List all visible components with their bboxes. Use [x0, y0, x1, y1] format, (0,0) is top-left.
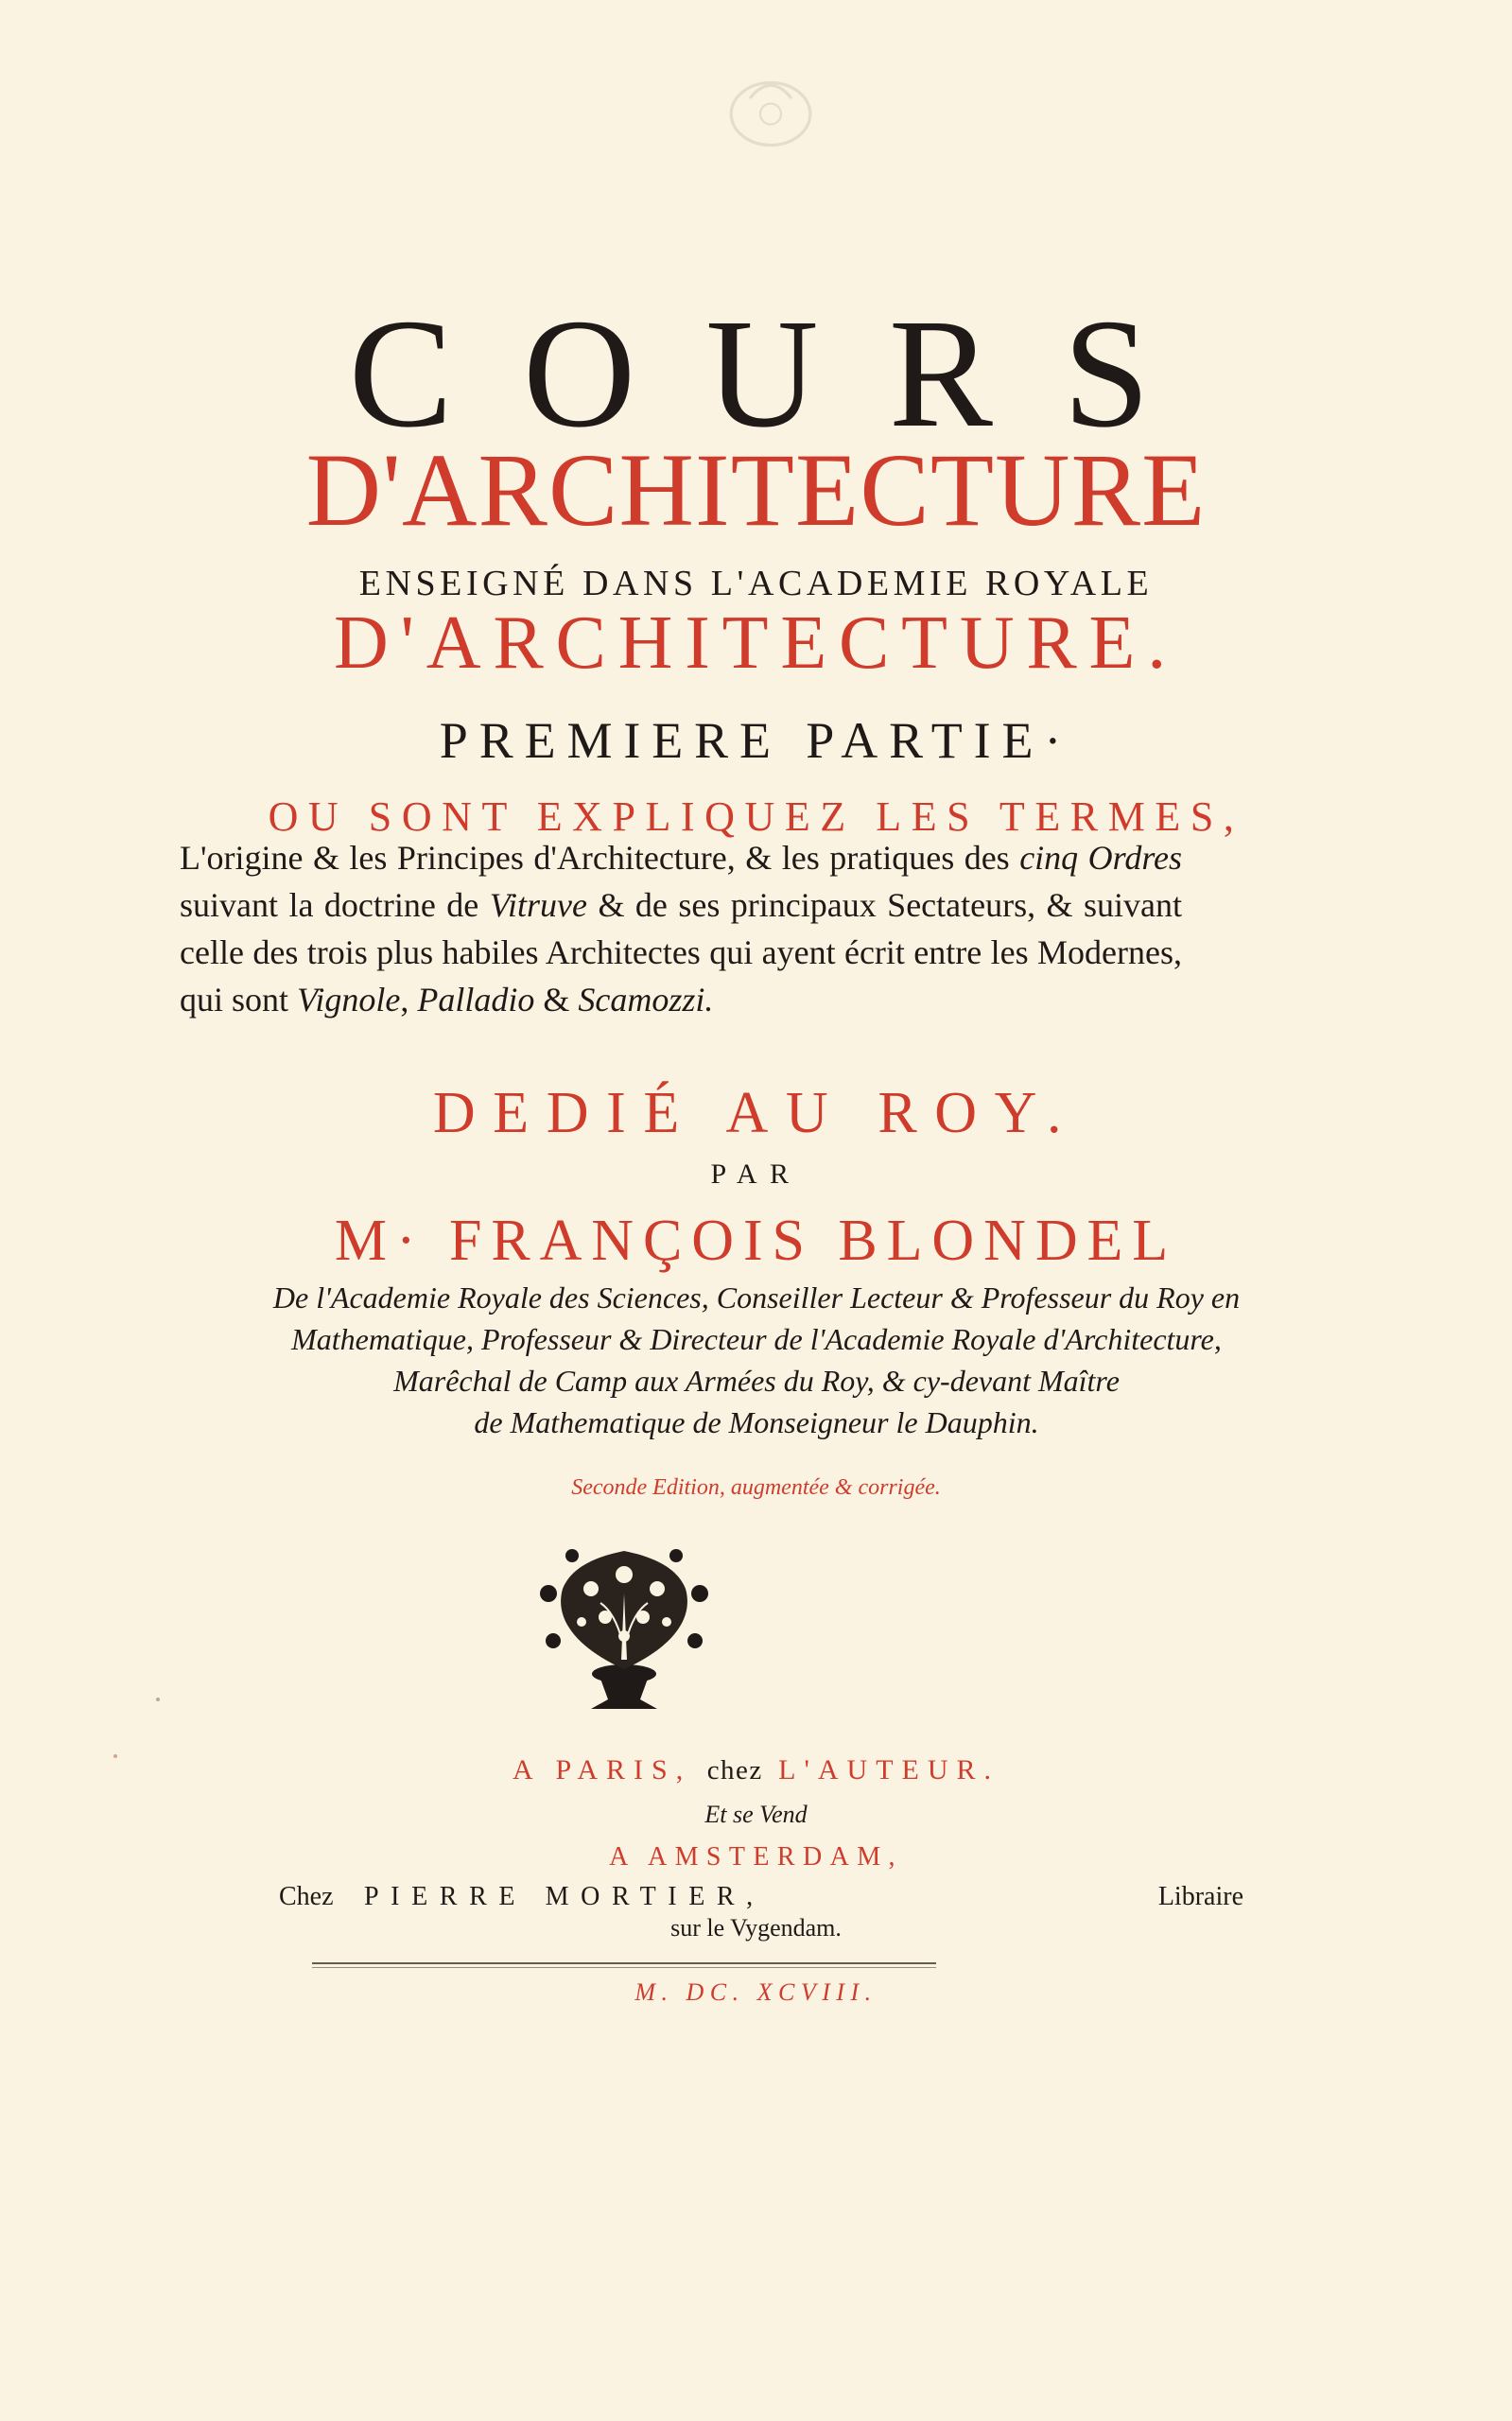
blind-stamp-icon [719, 57, 823, 161]
qualification-line: De l'Academie Royale des Sciences, Conseiller Lecteur & Professeur du Roy en [272, 1280, 1241, 1315]
flower-vase-icon [525, 1537, 723, 1716]
description-text: & de ses principaux Sectateurs, & suivant celle des trois plus habiles Architectes qui ayent écrit entre les Modernes, qui sont [180, 886, 1183, 1019]
imprint-chez2: Chez [279, 1882, 334, 1911]
imprint-libraire: Libraire [1157, 1882, 1243, 1911]
imprint-rule [312, 1962, 936, 1964]
title-line-cours: COURS [348, 287, 1221, 460]
description-italic: Palladio [417, 981, 535, 1019]
author-name: M· FRANÇOIS BLONDEL [334, 1209, 1178, 1273]
description-text: suivant la doctrine de [180, 886, 490, 924]
imprint-chez: chez [706, 1755, 763, 1785]
ink-speck [113, 1754, 117, 1758]
description-italic: Scamozzi. [578, 981, 714, 1019]
edition-note: Seconde Edition, augmentée & corrigée. [571, 1475, 941, 1500]
title-line-architecture: D'ARCHITECTURE [305, 432, 1207, 548]
description-text: & [534, 981, 579, 1019]
imprint-a-paris: A PARIS, [512, 1754, 692, 1785]
author-qualifications [142, 1277, 1371, 1443]
subtitle-darchitecture: D'ARCHITECTURE. [333, 601, 1179, 685]
description-italic: cinq Ordres [1019, 839, 1182, 877]
imprint-amsterdam: A AMSTERDAM, [609, 1842, 903, 1872]
description-text: , [400, 981, 418, 1019]
ink-speck [156, 1698, 160, 1701]
description-italic: Vignole [297, 981, 401, 1019]
description-text: L'origine & les Principes d'Architecture, & les pratiques des [180, 839, 1010, 877]
imprint-printer: PIERRE MORTIER, [364, 1882, 765, 1911]
qualification-line: Mathematique, Professeur & Directeur de l'Academie Royale d'Architecture, [291, 1322, 1222, 1356]
description-italic: Vitruve [489, 886, 587, 924]
imprint-rule-thin [312, 1967, 936, 1968]
qualification-line: Marêchal de Camp aux Armées du Roy, & cy-devant Maître [393, 1364, 1120, 1398]
part-heading: PREMIERE PARTIE· [439, 712, 1073, 769]
par-label: PAR [710, 1158, 802, 1190]
imprint-et-se-vend: Et se Vend [704, 1801, 808, 1828]
dedication: DEDIÉ AU ROY. [432, 1081, 1080, 1145]
imprint-auteur: L'AUTEUR. [778, 1754, 1000, 1785]
imprint-paris [0, 1754, 1512, 1786]
qualification-line: de Mathematique de Monseigneur le Dauphin. [474, 1405, 1039, 1439]
publication-date: M. DC. XCVIII. [634, 1978, 878, 2006]
imprint-address: sur le Vygendam. [670, 1914, 842, 1942]
subtitle-enseigne: ENSEIGNÉ DANS L'ACADEMIE ROYALE [358, 564, 1154, 603]
description-paragraph [180, 834, 1182, 1023]
ou-sont-heading: OU SONT EXPLIQUEZ LES TERMES, [268, 793, 1244, 840]
